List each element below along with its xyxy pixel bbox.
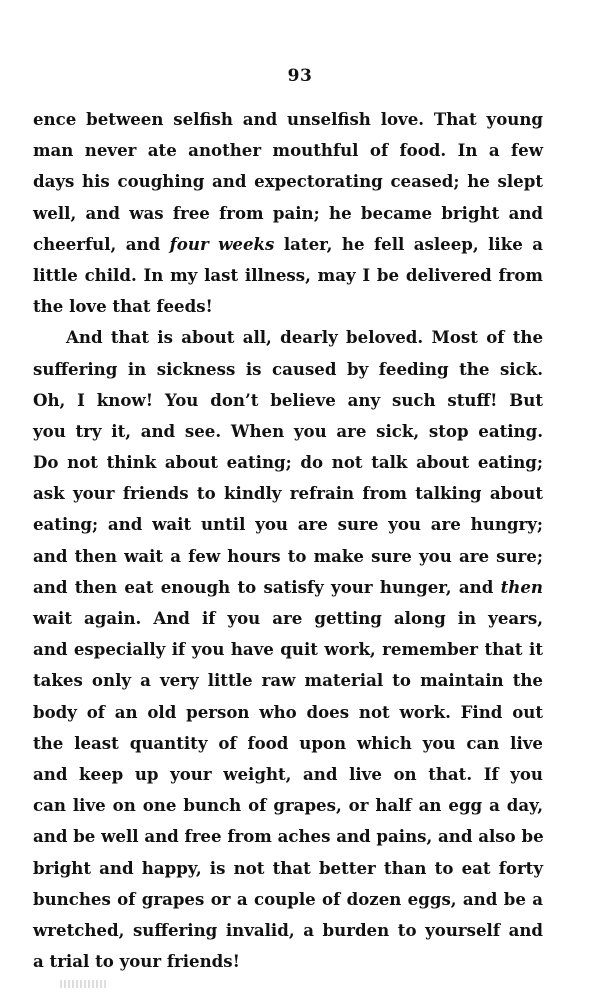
text-line: and be well and free from aches and pains, and also be	[33, 826, 544, 847]
text-line: ask your friends to kindly refrain from talking about	[33, 483, 543, 504]
text-line: suffering in sickness is caused by feeding the sick.	[33, 358, 543, 379]
text-line: takes only a very little raw material to maintain the	[33, 670, 543, 691]
text-line: the least quantity of food upon which you can live	[33, 732, 543, 753]
text-line: a trial to your friends!	[33, 951, 240, 972]
text-line: bunches of grapes or a couple of dozen eggs, and be a	[33, 888, 543, 909]
text-line: and then wait a few hours to make sure you are sure;	[33, 545, 543, 566]
text-line: ence between selfish and unselfish love. That young	[33, 109, 543, 129]
italic-text: then	[500, 576, 543, 597]
text-line: body of an old person who does not work. Find out	[33, 701, 543, 722]
text-run: and then eat enough to satisfy your hunger, and	[33, 576, 501, 597]
text-line: wretched, suffering invalid, a burden to yourself and	[33, 919, 543, 940]
text-run: later, he fell asleep, like a	[274, 233, 543, 254]
text-line: eating; and wait until you are sure you are hungry;	[33, 514, 543, 535]
paragraph-1	[33, 104, 543, 322]
text-line: and especially if you have quit work, remember that it	[33, 639, 543, 660]
paragraph-2	[33, 322, 543, 977]
body-text	[33, 104, 543, 977]
text-line: bright and happy, is not that better than to eat forty	[33, 857, 543, 878]
text-line: you try it, and see. When you are sick, stop eating.	[33, 420, 543, 441]
text-line: wait again. And if you are getting along in years,	[33, 608, 543, 628]
text-line	[33, 572, 543, 603]
text-line: well, and was free from pain; he became bright and	[33, 202, 543, 223]
text-line: days his coughing and expectorating ceased; he slept	[33, 171, 543, 192]
text-line: man never ate another mouthful of food. In a few	[33, 140, 543, 161]
text-line: can live on one bunch of grapes, or half an egg a day,	[33, 795, 543, 816]
text-line: And that is about all, dearly beloved. Most of the	[66, 327, 543, 348]
italic-text: four weeks	[169, 233, 275, 254]
text-line: and keep up your weight, and live on that. If you	[33, 763, 543, 784]
text-line: little child. In my last illness, may I be delivered from	[33, 264, 543, 285]
text-line: Oh, I know! You don’t believe any such stuff! But	[33, 389, 543, 410]
text-line: the love that feeds!	[33, 296, 213, 317]
text-line: Do not think about eating; do not talk about eating;	[33, 452, 543, 473]
text-line	[33, 229, 543, 260]
page-number: 93	[287, 66, 313, 86]
scan-smudge	[60, 980, 108, 988]
text-run: cheerful, and	[33, 233, 170, 254]
